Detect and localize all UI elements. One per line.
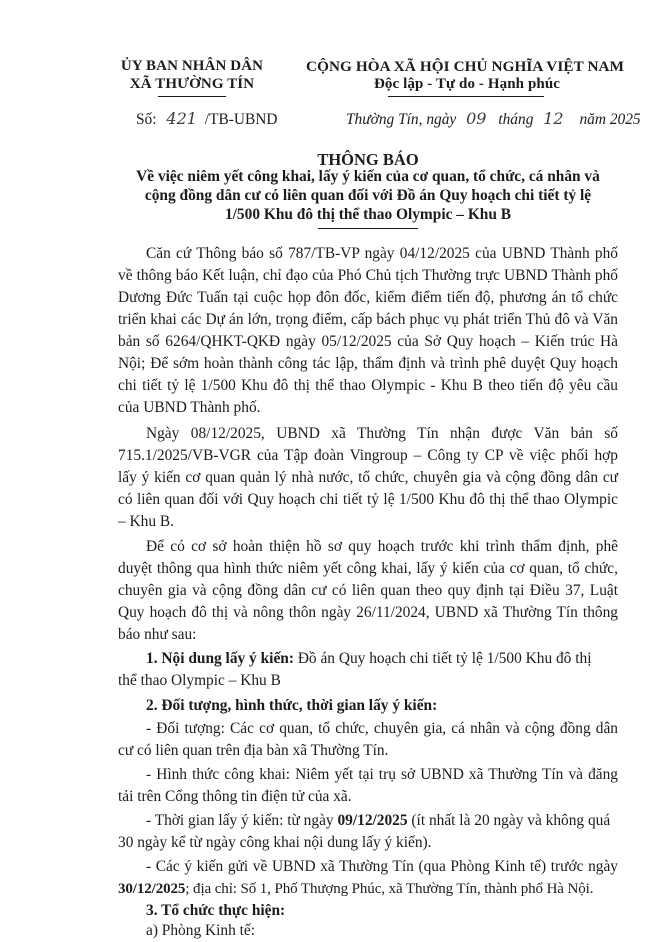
section-2-item: - Các ý kiến gửi về UBND xã Thường Tín (qua Phòng Kinh tế) trước ngày bbox=[146, 858, 618, 875]
section-2-item-time bbox=[146, 810, 618, 832]
deadline-date: 30/12/2025 bbox=[118, 881, 186, 897]
issuer-underline bbox=[158, 96, 226, 97]
paragraph-line: triển khai các Dự án lớn, trọng điểm, cấp bách phục vụ phát triển Thủ đô và Văn bbox=[118, 311, 618, 328]
place-date-prefix: Thường Tín, ngày bbox=[346, 111, 457, 128]
place-date bbox=[346, 109, 641, 129]
document-number-handwritten: 421 bbox=[166, 109, 197, 128]
section-2-item: cư có liên quan trên địa bàn xã Thường Tín. bbox=[118, 742, 389, 759]
section-1-text-cont: thể thao Olympic – Khu B bbox=[118, 672, 281, 689]
time-text: (ít nhất là 20 ngày và không quá bbox=[407, 812, 611, 829]
paragraph-line: về thông báo Kết luận, chỉ đạo của Phó Chủ tịch Thường trực UBND Thành phố bbox=[118, 267, 618, 284]
section-1 bbox=[146, 648, 618, 670]
section-3-label: 3. Tổ chức thực hiện: bbox=[146, 902, 286, 919]
paragraph-line: duyệt thông qua hình thức niêm yết công khai, lấy ý kiến của cơ quan, tổ chức, bbox=[118, 560, 618, 577]
section-2-item: 30 ngày kể từ ngày công khai nội dung lấy ý kiến). bbox=[118, 834, 432, 851]
motto-underline bbox=[388, 96, 544, 97]
paragraph-line: có liên quan đối với Quy hoạch chi tiết tỷ lệ 1/500 Khu đô thị thể thao Olympic bbox=[118, 491, 618, 508]
section-2-item: - Hình thức công khai: Niêm yết tại trụ sở UBND xã Thường Tín và đăng bbox=[146, 766, 618, 783]
paragraph-line: 715.1/2025/VB-VGR của Tập đoàn Vingroup – Công ty CP về việc phối hợp bbox=[118, 447, 618, 464]
paragraph-line: Căn cứ Thông báo số 787/TB-VP ngày 04/12/2025 của UBND Thành phố bbox=[146, 245, 618, 262]
date-day-handwritten: 09 bbox=[466, 109, 487, 128]
paragraph-line: bản số 6264/QHKT-QKĐ ngày 05/12/2025 của Sở Quy hoạch – Kiến trúc Hà bbox=[118, 333, 618, 350]
notice-heading: THÔNG BÁO bbox=[317, 150, 419, 169]
document-number bbox=[136, 109, 277, 129]
title-underline bbox=[318, 228, 418, 229]
notice-subtitle-line: Về việc niêm yết công khai, lấy ý kiến của cơ quan, tổ chức, cá nhân và bbox=[136, 168, 600, 185]
paragraph-line: báo như sau: bbox=[118, 626, 197, 643]
deadline-address: ; địa chỉ: Số 1, Phố Thượng Phúc, xã Thường Tín, thành phố Hà Nội. bbox=[185, 881, 594, 897]
section-2-item: - Đối tượng: Các cơ quan, tổ chức, chuyên gia, cá nhân và cộng đồng dân bbox=[146, 720, 618, 737]
paragraph-line: – Khu B. bbox=[118, 513, 175, 530]
issuer-org-line1: ỦY BAN NHÂN DÂN bbox=[120, 58, 264, 74]
paragraph-line: chi tiết tỷ lệ 1/500 Khu đô thị thể thao Olympic - Khu B theo tiến độ yêu cầu bbox=[118, 377, 618, 394]
time-start-date: 09/12/2025 bbox=[337, 812, 408, 829]
paragraph-line: Dương Đức Tuấn tại cuộc họp đôn đốc, kiểm điểm tiến độ, phương án tổ chức bbox=[118, 289, 618, 306]
paragraph-line: Ngày 08/12/2025, UBND xã Thường Tín nhận được Văn bản số bbox=[146, 425, 618, 442]
section-1-label: 1. Nội dung lấy ý kiến: bbox=[146, 650, 294, 667]
paragraph-line: chuyên gia và cộng đồng dân cư có liên quan theo quy định tại Điều 37, Luật bbox=[118, 582, 618, 599]
section-2-item-deadline bbox=[118, 878, 618, 900]
paragraph-line: của UBND Thành phố. bbox=[118, 399, 261, 416]
paragraph-line: Quy hoạch đô thị và nông thôn ngày 26/11/2024, UBND xã Thường Tín thông bbox=[118, 604, 618, 621]
national-title: CỘNG HÒA XÃ HỘI CHỦ NGHĨA VIỆT NAM bbox=[306, 58, 625, 75]
notice-subtitle-line: cộng đồng dân cư có liên quan đối với Đồ án Quy hoạch chi tiết tỷ lệ bbox=[144, 187, 592, 204]
time-text: - Thời gian lấy ý kiến: từ ngày bbox=[146, 812, 338, 829]
document-number-suffix: /TB-UBND bbox=[204, 111, 278, 128]
section-2-item: tải trên Cổng thông tin điện tử của xã. bbox=[118, 788, 352, 805]
paragraph-line: Để có cơ sở hoàn thiện hồ sơ quy hoạch trước khi trình thẩm định, phê bbox=[146, 538, 618, 555]
date-year: năm 2025 bbox=[579, 111, 641, 128]
paragraph-line: Nội; Để sớm hoàn thành công tác lập, thẩm định và trình phê duyệt Quy hoạch bbox=[118, 355, 618, 372]
document-number-prefix: Số: bbox=[136, 111, 157, 128]
notice-subtitle-line: 1/500 Khu đô thị thể thao Olympic – Khu B bbox=[224, 206, 512, 223]
issuer-org-line2: XÃ THƯỜNG TÍN bbox=[129, 76, 255, 92]
date-month-label: tháng bbox=[498, 111, 534, 128]
section-1-text: Đồ án Quy hoạch chi tiết tỷ lệ 1/500 Khu đô thị bbox=[293, 650, 592, 667]
paragraph-line: lấy ý kiến cơ quan quản lý nhà nước, tổ chức, chuyên gia và cộng đồng dân cư bbox=[118, 469, 618, 486]
section-3-item: a) Phòng Kinh tế: bbox=[146, 922, 256, 939]
national-motto: Độc lập - Tự do - Hạnh phúc bbox=[373, 76, 561, 92]
date-month-handwritten: 12 bbox=[543, 109, 564, 128]
section-2-label: 2. Đối tượng, hình thức, thời gian lấy ý kiến: bbox=[146, 697, 438, 714]
